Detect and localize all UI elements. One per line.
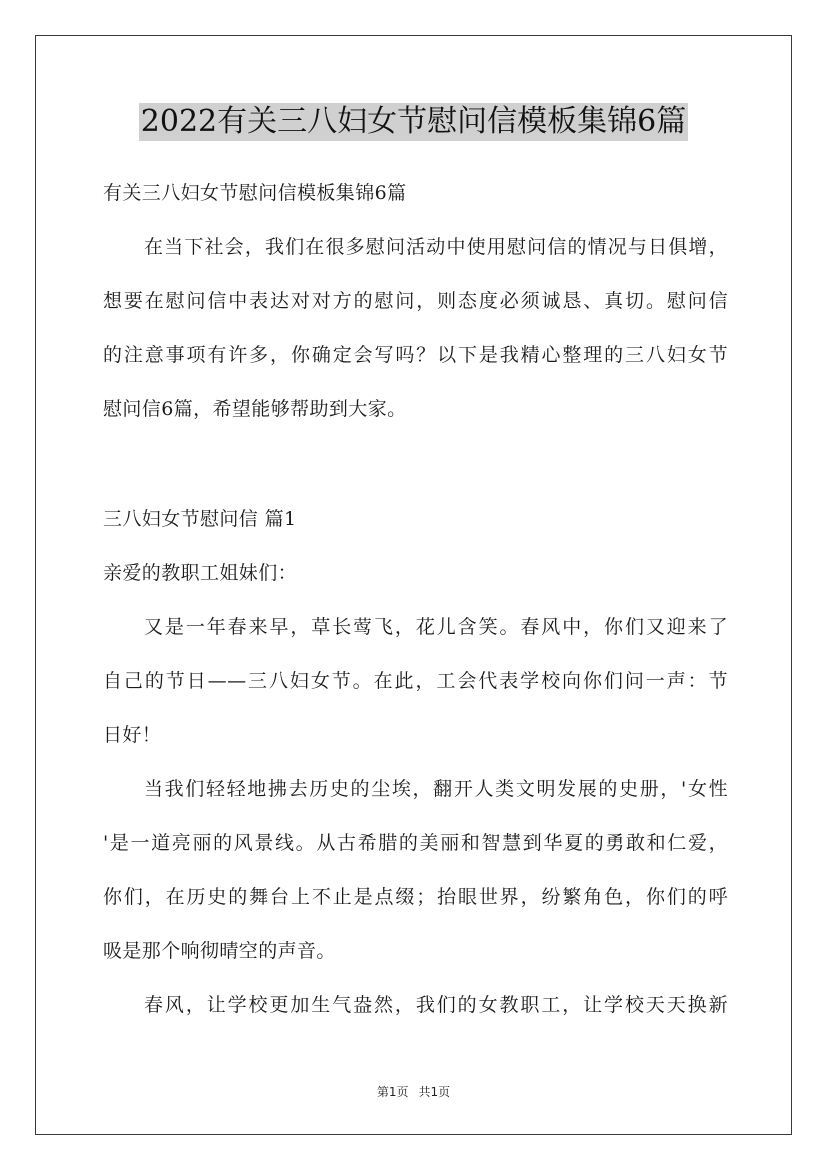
salutation: 亲爱的教职工姐妹们： bbox=[103, 562, 298, 584]
intro-line: 的注意事项有许多，你确定会写吗？以下是我精心整理的三八妇女节 bbox=[103, 344, 728, 366]
intro-line: 在当下社会，我们在很多慰问活动中使用慰问信的情况与日俱增， bbox=[144, 236, 728, 258]
page-total: 共1页 bbox=[418, 1085, 451, 1099]
paragraph-line: 又是一年春来早，草长莺飞，花儿含笑。春风中，你们又迎来了 bbox=[144, 616, 728, 638]
paragraph-line: 春风，让学校更加生气盎然，我们的女教职工，让学校天天换新 bbox=[144, 994, 728, 1016]
paragraph-line: 日好！ bbox=[103, 724, 162, 746]
document-body bbox=[103, 173, 728, 1039]
section-heading: 三八妇女节慰问信 篇1 bbox=[103, 508, 297, 530]
intro-line: 慰问信6篇，希望能够帮助到大家。 bbox=[103, 398, 407, 420]
document-subtitle: 有关三八妇女节慰问信模板集锦6篇 bbox=[103, 182, 407, 204]
intro-line: 想要在慰问信中表达对对方的慰问，则态度必须诚恳、真切。慰问信 bbox=[103, 290, 728, 312]
paragraph-line: 吸是那个响彻晴空的声音。 bbox=[103, 940, 336, 962]
document-title: 2022有关三八妇女节慰问信模板集锦6篇 bbox=[140, 104, 687, 139]
paragraph-line: '是一道亮丽的风景线。从古希腊的美丽和智慧到华夏的勇敢和仁爱， bbox=[103, 832, 728, 854]
paragraph-line: 当我们轻轻地拂去历史的尘埃，翻开人类文明发展的史册，'女性 bbox=[144, 778, 728, 800]
paragraph-line: 你们，在历史的舞台上不止是点缀；抬眼世界，纷繁角色，你们的呼 bbox=[103, 886, 728, 908]
section-spacer bbox=[103, 443, 728, 499]
page-number: 第1页 bbox=[376, 1085, 409, 1099]
paragraph-line: 自己的节日——三八妇女节。在此，工会代表学校向你们问一声：节 bbox=[103, 670, 728, 692]
title-container bbox=[0, 103, 827, 141]
page-footer bbox=[0, 1083, 827, 1100]
